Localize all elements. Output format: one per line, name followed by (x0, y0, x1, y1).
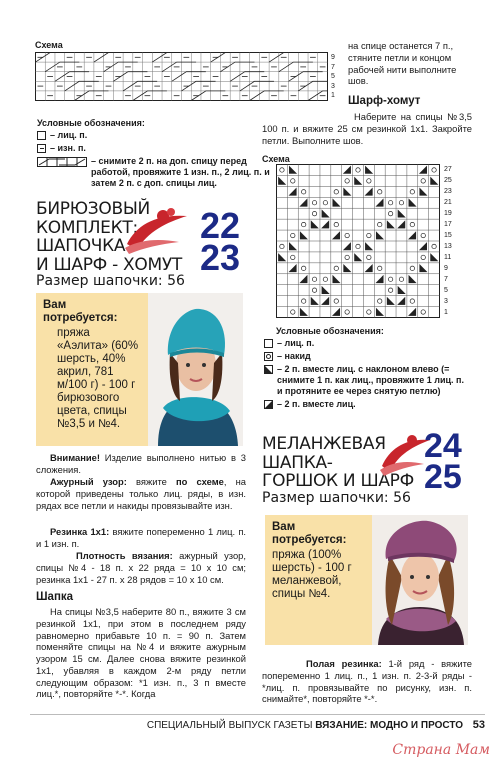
hollow-rib-text: 1-й ряд - вяжите попеременно 1 лиц. п., 1 изн. п. 2-3-й ряды - *лиц. п. провязывайте по рисунку, изн. п. снимайте*, повторяйте *-*. (262, 658, 472, 705)
hat-heading: Шапка (36, 591, 74, 603)
continuation-text: на спице останется 7 п., стяните петли и концом рабочей нити выполните шов. (348, 40, 457, 87)
row-number: 9 (444, 265, 448, 272)
title-line: КОМПЛЕКТ: (36, 217, 138, 238)
hollow-rib-label: Полая резинка: (306, 658, 382, 669)
materials-text: пряжа «Аэлита» (60% шерсть, 40% акрил, 781 м/100 г) - 100 г бирюзового цвета, спицы №3,5 и №4. (57, 326, 139, 430)
turquoise-hat-photo (148, 293, 243, 446)
melange-hat-photo (372, 515, 468, 645)
legend-text: – 2 п. вместе лиц. (277, 398, 356, 409)
row-number: 7 (444, 276, 448, 283)
density-text: ажурный узор, спицы №4 - 18 п. х 22 ряда = 10 х 10 см; резинка 1х1 - 27 п. х 28 рядов = 10 х 10 см. (36, 550, 246, 585)
legend-right (264, 338, 464, 410)
page-footer (30, 714, 485, 732)
scarf-instructions: Наберите на спицы №3,5 100 п. и вяжите 25 см резинкой 1х1. Закройте петли. Выполните шов. (262, 111, 472, 146)
footer-text (147, 720, 463, 732)
legend-left (37, 130, 282, 189)
row-number: 21 (444, 199, 452, 206)
hat-size-melange: Размер шапочки: 56 (262, 490, 411, 506)
row-number: 9 (331, 54, 335, 61)
row-number: 15 (444, 232, 452, 239)
openwork-mid: вяжите (126, 476, 177, 487)
row-number: 1 (444, 309, 448, 316)
density-paragraph (36, 550, 246, 585)
attention-text: Изделие выполнено нитью в 3 сложения. (36, 452, 246, 475)
legend-text: – изн. п. (50, 142, 86, 153)
footer-magazine-name: ВЯЗАНИЕ: МОДНО И ПРОСТО (315, 720, 463, 731)
scarf-heading: Шарф-хомут (348, 95, 421, 107)
row-number: 11 (444, 254, 452, 261)
project-number-22: 22 (200, 205, 241, 246)
legend-item (37, 143, 282, 154)
cable-stitch-chart (35, 52, 328, 104)
row-number: 7 (331, 63, 335, 71)
k2tog-symbol-icon (264, 400, 273, 409)
purl-stitch-symbol-icon (37, 144, 46, 153)
materials-box-turquoise (36, 293, 148, 446)
row-number: 13 (444, 243, 452, 250)
knit-stitch-symbol-icon (264, 339, 273, 348)
footer-publication: СПЕЦИАЛЬНЫЙ ВЫПУСК ГАЗЕТЫ (146, 720, 316, 731)
row-number: 5 (331, 73, 335, 81)
cable-cross-symbol-icon (37, 157, 87, 167)
row-number: 3 (331, 82, 335, 90)
title-line: ГОРШОК И ШАРФ (262, 471, 414, 491)
row-number: 3 (444, 298, 448, 305)
legend-item (264, 338, 464, 349)
materials-heading: Вам потребуется: (272, 521, 347, 546)
title-line: ШАПКА- (262, 452, 333, 473)
legend-text: – накид (277, 350, 311, 361)
density-label: Плотность вязания: (76, 550, 173, 561)
attention-paragraph (36, 452, 246, 476)
hat-instructions: На спицы №3,5 наберите 80 п., вяжите 3 см резинкой 1х1, при этом в последнем ряду равномерно прибавьте 10 п. = 90 п. Затем поменяйте спицы на №4 и вяжите ажурным узором 15 см. Далее снова вяжите резинкой 1х1, убавляя в каждом 2-м ряду петли следующим образом: *1 изн. п., 3 п вместе лиц.*, повторяйте *-*. Когда (36, 606, 246, 700)
legend-item (37, 130, 282, 141)
legend-text: – снимите 2 п. на доп. спицу перед работой, провяжите 1 изн. п., 2 лиц. п. и затем 2 п. с доп. спицы лиц. (91, 155, 270, 188)
legend-text: – лиц. п. (277, 338, 315, 348)
knit-stitch-symbol-icon (37, 131, 46, 140)
legend-item (37, 156, 282, 189)
lace-chart-row-numbers (444, 164, 458, 318)
project-number-25: 25 (424, 458, 462, 496)
project-number-24: 24 (424, 427, 462, 465)
watermark: Страна Мам (392, 742, 490, 758)
row-number: 1 (331, 92, 335, 100)
lace-stitch-chart (276, 164, 440, 318)
cable-chart-svg (35, 52, 328, 104)
legend-item (264, 364, 464, 397)
title-line: МЕЛАНЖЕВАЯ (262, 434, 386, 454)
cable-chart-row-numbers (331, 53, 341, 101)
title-line: И ШАРФ - ХОМУТ (36, 254, 182, 275)
materials-heading: Вам потребуется: (43, 299, 118, 324)
openwork-label: Ажурный узор: (50, 476, 127, 487)
openwork-text: , на которой приведены только лиц. ряды, в изн. рядах все петли и накиды провязывайте изн. (36, 476, 246, 511)
project-number-23: 23 (200, 237, 241, 278)
openwork-scheme-ref: по схеме (176, 476, 224, 487)
scheme-label-right: Схема (262, 154, 290, 164)
legend-text: – 2 п. вместе лиц. с наклоном влево (= снимите 1 п. как лиц., провяжите 1 лиц. п. и протяните ее через снятую петлю) (277, 363, 464, 396)
title-line: ШАПОЧКА (36, 236, 126, 256)
lace-chart-svg (276, 164, 440, 318)
legend-item (264, 399, 464, 410)
row-number: 19 (444, 210, 452, 217)
row-number: 17 (444, 221, 452, 228)
legend-text: – лиц. п. (50, 130, 88, 140)
materials-text: пряжа (100% шерсть) - 100 г меланжевой, спицы №4. (272, 548, 352, 600)
row-number: 5 (444, 287, 448, 294)
page-number: 53 (472, 719, 485, 731)
yarn-over-symbol-icon (264, 352, 273, 361)
legend-item (264, 351, 464, 362)
scheme-label: Схема (35, 40, 63, 50)
rib-text: вяжите попеременно 1 лиц. п. и 1 изн. п. (36, 526, 247, 549)
rib-paragraph (36, 526, 246, 550)
rib-label: Резинка 1х1: (50, 526, 110, 537)
title-line: БИРЮЗОВЫЙ (36, 199, 150, 219)
hat-size-turquoise: Размер шапочки: 56 (36, 273, 185, 289)
openwork-paragraph (36, 476, 246, 511)
materials-box-melange (265, 515, 372, 645)
row-number: 25 (444, 177, 452, 184)
k2tog-left-symbol-icon (264, 365, 273, 374)
row-number: 23 (444, 188, 452, 195)
legend-title: Условные обозначения: (37, 118, 145, 128)
hollow-rib-paragraph (262, 658, 472, 705)
flower-logo-icon (117, 204, 197, 260)
attention-label: Внимание! (50, 452, 100, 463)
row-number: 27 (444, 166, 452, 173)
legend-title-right: Условные обозначения: (276, 326, 384, 336)
